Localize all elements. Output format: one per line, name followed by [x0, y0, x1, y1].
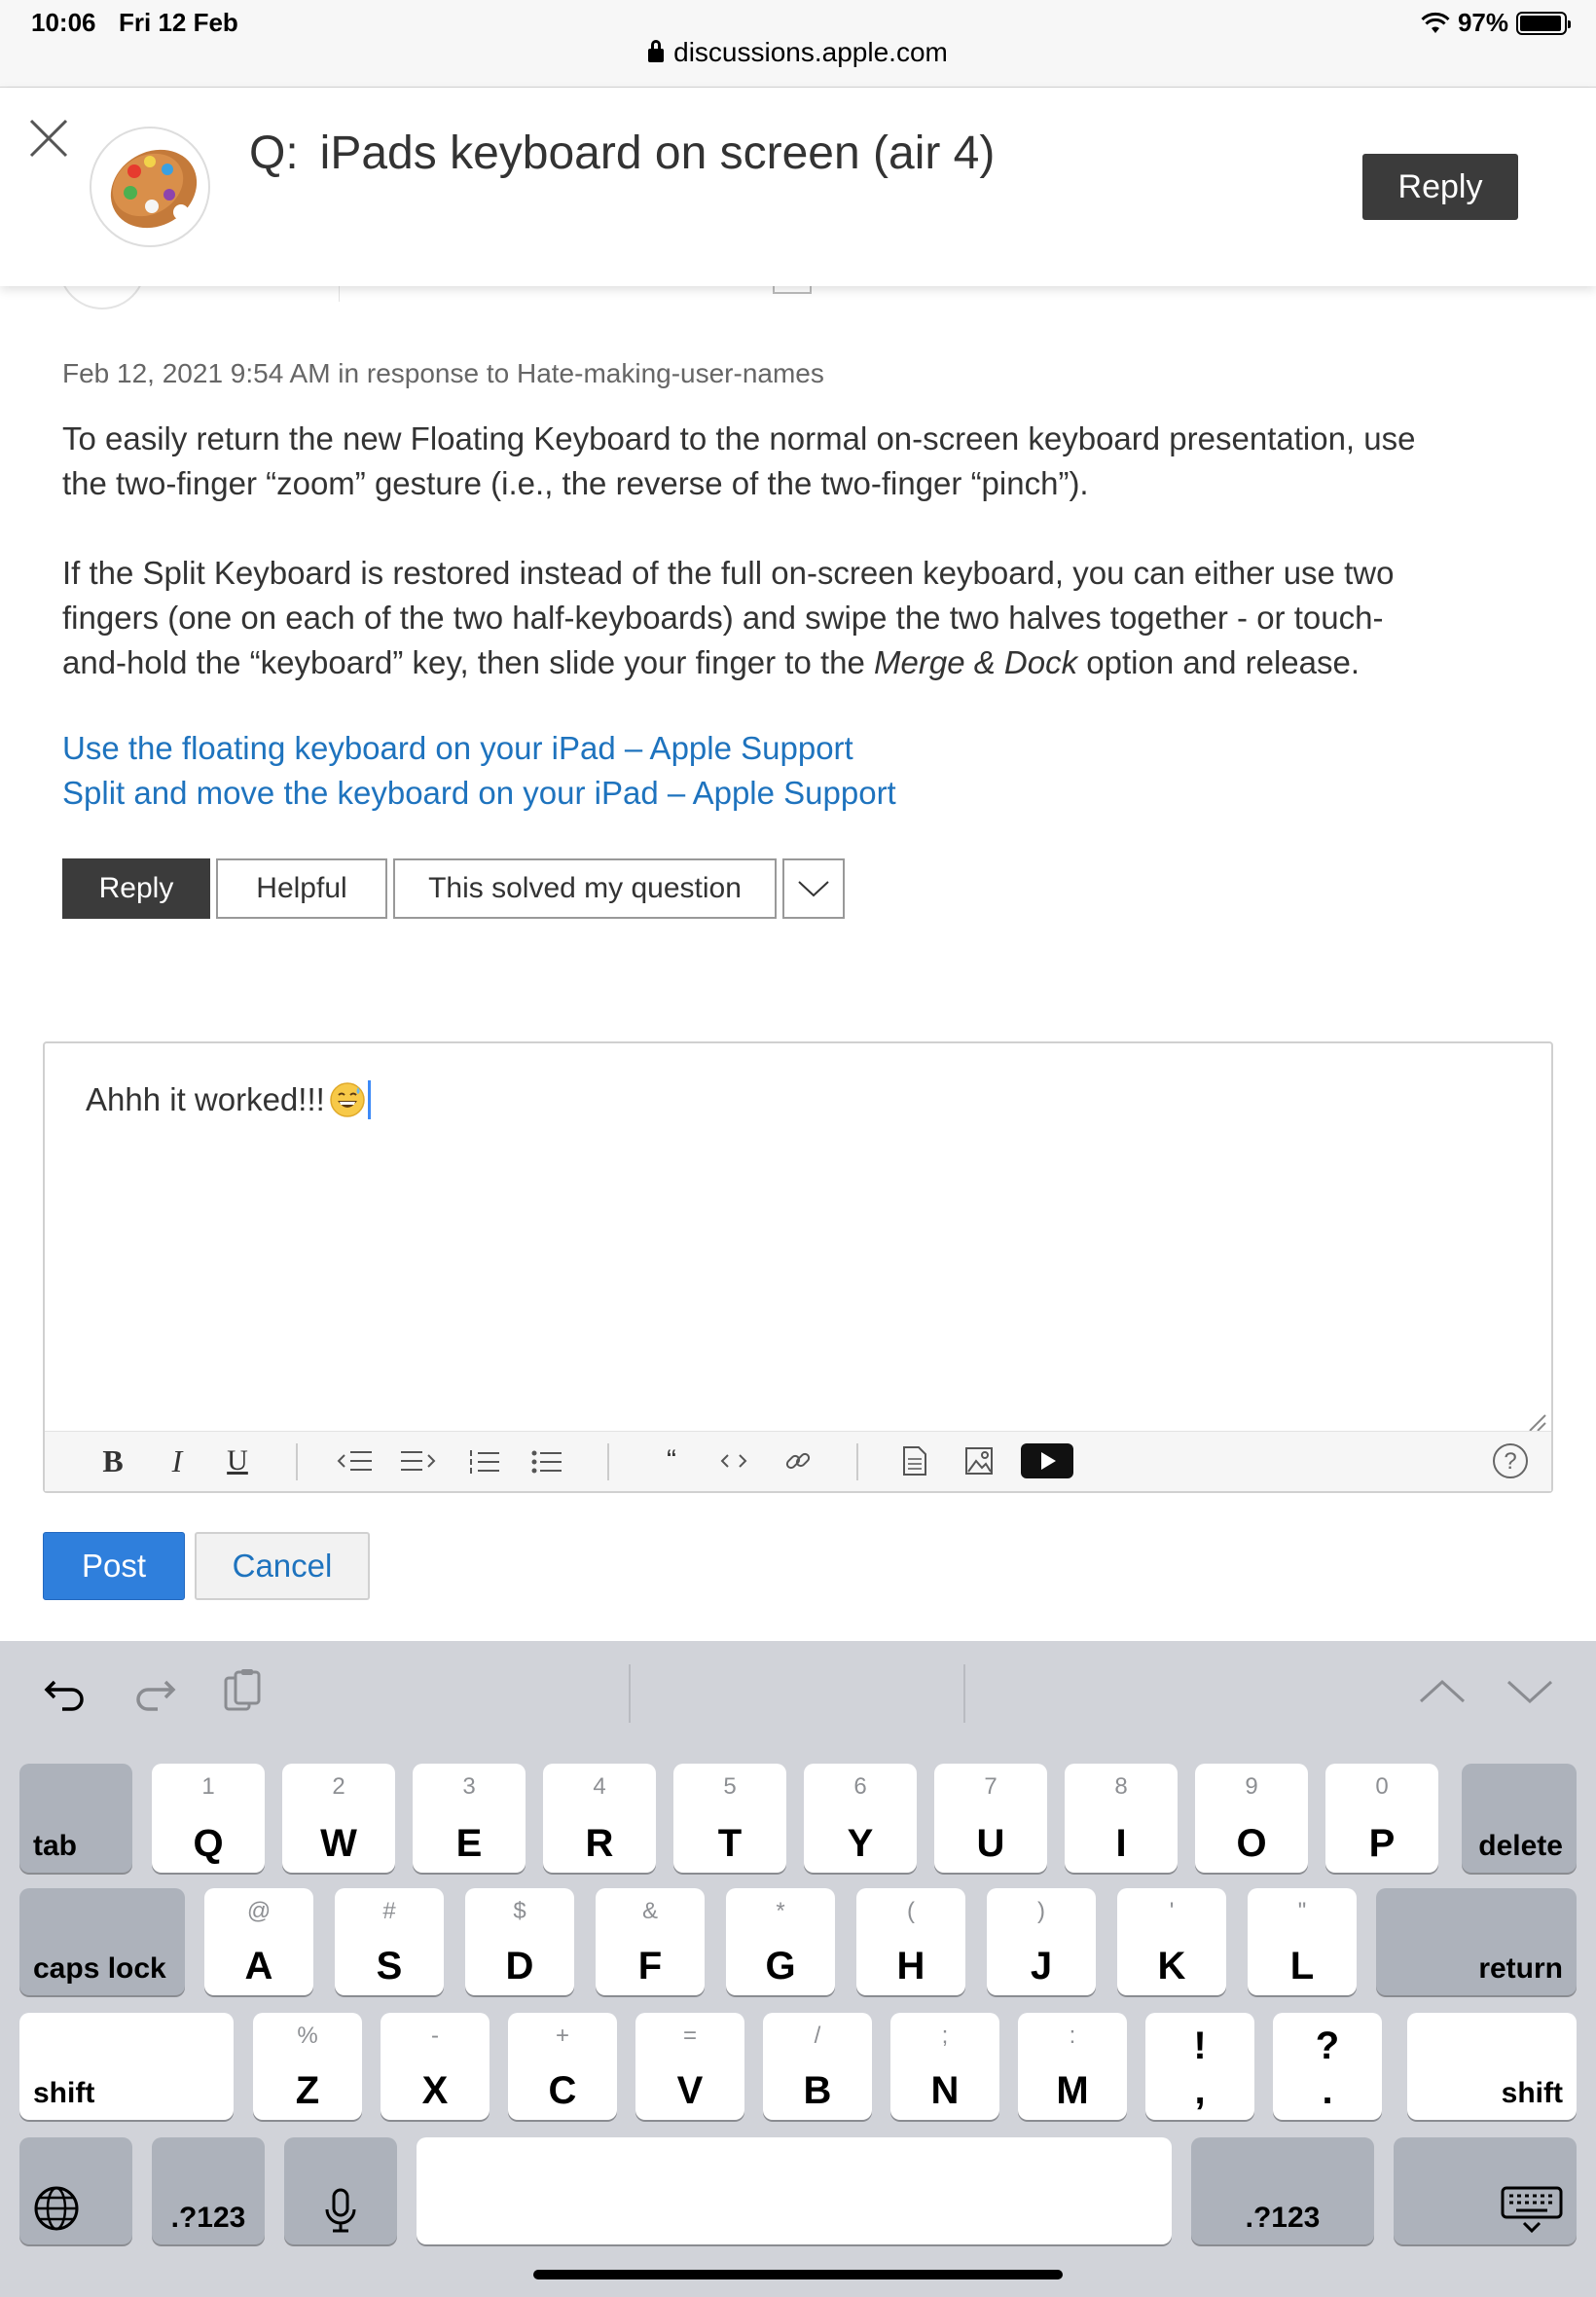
key-alt-label: 0	[1375, 1773, 1389, 1800]
quote-button[interactable]: “	[667, 1444, 676, 1477]
key-alt-label: '	[1169, 1898, 1175, 1924]
redo-icon[interactable]	[127, 1664, 181, 1719]
resize-handle-icon[interactable]	[1526, 1411, 1547, 1433]
key-s[interactable]	[335, 1888, 444, 1995]
status-bar	[0, 0, 1596, 88]
chevron-down-icon[interactable]	[1503, 1664, 1557, 1719]
key-alt-label: ?	[1315, 2024, 1340, 2067]
undo-icon[interactable]	[39, 1664, 93, 1719]
status-date: Fri 12 Feb	[119, 8, 238, 37]
globe-key[interactable]	[19, 2137, 132, 2244]
key-alt-label: :	[1069, 2023, 1076, 2049]
key-label: S	[376, 1945, 403, 1987]
key-b[interactable]	[763, 2013, 872, 2120]
key-label: K	[1157, 1945, 1186, 1987]
italic-button[interactable]: I	[171, 1442, 183, 1478]
outdent-icon	[337, 1446, 376, 1476]
link-icon	[784, 1447, 812, 1475]
toolbar-divider	[296, 1443, 298, 1480]
key-label: ,	[1194, 2069, 1206, 2112]
status-indicators	[1421, 8, 1567, 38]
close-icon[interactable]	[27, 117, 70, 160]
key-o[interactable]	[1195, 1764, 1308, 1873]
question-prefix: Q:	[249, 128, 299, 179]
document-button[interactable]	[897, 1441, 932, 1480]
chevron-down-icon	[797, 879, 830, 898]
on-screen-keyboard	[0, 1641, 1596, 2297]
numbered-list-icon	[468, 1446, 501, 1476]
key-alt-label: 8	[1114, 1773, 1128, 1800]
key-label: J	[1030, 1945, 1053, 1987]
link-button[interactable]	[779, 1441, 817, 1480]
caps-lock-key[interactable]: caps lock	[19, 1888, 185, 1995]
key-alt-label: =	[682, 2023, 697, 2049]
numbers-right-key[interactable]: .?123	[1191, 2137, 1374, 2244]
key-h[interactable]	[856, 1888, 965, 1995]
key-label: H	[896, 1945, 925, 1987]
key-j[interactable]	[987, 1888, 1096, 1995]
address-bar[interactable]	[0, 37, 1596, 68]
reply-button[interactable]: Reply	[62, 858, 210, 919]
key-alt-label: )	[1037, 1898, 1045, 1924]
key-alt-label: /	[814, 2023, 821, 2049]
post-paragraph: To easily return the new Floating Keyboard to the normal on-screen keyboard presentation, use the two-finger “zoom” gesture (i.e., the reverse of the two-finger “pinch”).	[62, 420, 1416, 501]
video-play-icon	[1021, 1443, 1073, 1478]
svg-text:?: ?	[1504, 1448, 1517, 1475]
key-alt-label: (	[907, 1898, 915, 1924]
key-label: V	[676, 2069, 704, 2112]
editor-content[interactable]	[86, 1080, 371, 1119]
key-label: G	[765, 1945, 796, 1987]
key-a[interactable]	[204, 1888, 313, 1995]
key-q[interactable]	[152, 1764, 265, 1873]
key-p[interactable]	[1325, 1764, 1438, 1873]
globe-icon	[32, 2184, 81, 2233]
key-alt-label: 4	[593, 1773, 606, 1800]
bold-button[interactable]: B	[102, 1442, 124, 1478]
key-alt-label: -	[431, 2023, 439, 2049]
key-alt-label: #	[382, 1898, 396, 1924]
key-label: O	[1236, 1822, 1267, 1865]
support-link-floating-keyboard[interactable]: Use the floating keyboard on your iPad – Apple Support	[62, 730, 853, 766]
toolbar-divider	[856, 1443, 858, 1480]
key-label: R	[585, 1822, 614, 1865]
post-actions	[62, 858, 845, 919]
key-y[interactable]	[804, 1764, 917, 1873]
status-time: 10:06	[31, 8, 96, 37]
shift-right-key[interactable]: shift	[1407, 2013, 1577, 2120]
key-label: Z	[295, 2069, 320, 2112]
reply-editor[interactable]	[43, 1041, 1553, 1493]
key-u[interactable]	[934, 1764, 1047, 1873]
hide-keyboard-key[interactable]	[1394, 2137, 1577, 2244]
key-period[interactable]	[1273, 2013, 1382, 2120]
key-k[interactable]	[1117, 1888, 1226, 1995]
bullet-list-button[interactable]	[526, 1441, 568, 1480]
question-title: iPads keyboard on screen (air 4)	[319, 128, 996, 179]
battery-percent: 97%	[1457, 8, 1508, 37]
avatar	[90, 127, 210, 247]
key-label: F	[637, 1945, 663, 1987]
help-icon	[1491, 1441, 1530, 1480]
key-label: P	[1368, 1822, 1396, 1865]
shift-left-key[interactable]: shift	[19, 2013, 234, 2120]
key-alt-label: %	[297, 2023, 318, 2049]
key-alt-label: @	[246, 1898, 272, 1924]
key-g[interactable]	[726, 1888, 835, 1995]
key-label: N	[930, 2069, 960, 2112]
key-label: Q	[193, 1822, 224, 1865]
tab-key[interactable]: tab	[19, 1764, 132, 1873]
toolbar-divider	[607, 1443, 609, 1480]
key-label: E	[455, 1822, 483, 1865]
key-label: W	[320, 1822, 357, 1865]
grinning-sweat-emoji-icon	[329, 1081, 366, 1118]
key-label: X	[421, 2069, 449, 2112]
header-reply-button[interactable]: Reply	[1362, 154, 1518, 220]
key-alt-label: &	[641, 1898, 658, 1924]
numbered-list-button[interactable]	[463, 1441, 506, 1480]
key-t[interactable]	[673, 1764, 786, 1873]
post-paragraph: If the Split Keyboard is restored instead of the full on-screen keyboard, you can either use two fingers (one on each of the two half-keyboards) and swipe the two halves together - or touch-and-hold the “keyboard” key, then slide your finger to the Merge & Dock option and release.	[62, 555, 1395, 680]
key-label: L	[1289, 1945, 1315, 1987]
support-link-split-keyboard[interactable]: Split and move the keyboard on your iPad – Apple Support	[62, 775, 896, 811]
return-key[interactable]: return	[1376, 1888, 1577, 1995]
question-header	[0, 88, 1596, 286]
bullet-list-icon	[530, 1446, 563, 1476]
key-label: C	[548, 2069, 577, 2112]
shortcut-divider	[629, 1664, 631, 1723]
key-alt-label: 9	[1245, 1773, 1258, 1800]
key-alt-label: +	[555, 2023, 569, 2049]
key-label: T	[717, 1822, 743, 1865]
more-actions-button[interactable]	[782, 858, 845, 919]
battery-icon	[1516, 12, 1567, 35]
key-alt-label: ;	[941, 2023, 949, 2049]
key-alt-label: 5	[723, 1773, 737, 1800]
code-button[interactable]	[714, 1441, 753, 1480]
underline-button[interactable]: U	[227, 1444, 248, 1477]
wifi-icon	[1421, 12, 1450, 35]
key-alt-label: 6	[853, 1773, 867, 1800]
paste-icon[interactable]	[216, 1664, 271, 1719]
key-label: D	[505, 1945, 534, 1987]
key-z[interactable]	[253, 2013, 362, 2120]
key-x[interactable]	[381, 2013, 490, 2120]
document-icon	[902, 1445, 927, 1477]
address-url: discussions.apple.com	[673, 37, 948, 67]
key-label: A	[244, 1945, 273, 1987]
space-key[interactable]	[417, 2137, 1172, 2244]
helpful-button[interactable]: Helpful	[216, 858, 387, 919]
numbers-left-key[interactable]: .?123	[152, 2137, 265, 2244]
key-label: M	[1056, 2069, 1089, 2112]
key-label: B	[803, 2069, 832, 2112]
palette-icon	[91, 128, 210, 247]
dictation-key[interactable]	[284, 2137, 397, 2244]
key-r[interactable]	[543, 1764, 656, 1873]
key-alt-label: 7	[984, 1773, 998, 1800]
help-button[interactable]	[1489, 1441, 1532, 1480]
editor-text: Ahhh it worked!!!	[86, 1081, 325, 1117]
key-e[interactable]	[413, 1764, 526, 1873]
key-alt-label: 1	[201, 1773, 215, 1800]
image-icon	[964, 1446, 994, 1476]
outdent-button[interactable]	[335, 1441, 378, 1480]
key-f[interactable]	[596, 1888, 705, 1995]
key-l[interactable]	[1248, 1888, 1357, 1995]
key-c[interactable]	[508, 2013, 617, 2120]
editor-toolbar	[45, 1431, 1551, 1491]
key-n[interactable]	[890, 2013, 999, 2120]
image-button[interactable]	[960, 1441, 998, 1480]
post-button[interactable]: Post	[43, 1532, 185, 1600]
cancel-button[interactable]: Cancel	[195, 1532, 370, 1600]
key-alt-label: *	[776, 1898, 785, 1924]
indent-button[interactable]	[397, 1441, 440, 1480]
delete-key[interactable]: delete	[1462, 1764, 1577, 1873]
key-alt-label: "	[1297, 1898, 1307, 1924]
key-label: Y	[847, 1822, 874, 1865]
key-w[interactable]	[282, 1764, 395, 1873]
key-alt-label: 3	[462, 1773, 476, 1800]
key-i[interactable]	[1065, 1764, 1178, 1873]
solved-button[interactable]: This solved my question	[393, 858, 777, 919]
video-button[interactable]	[1020, 1441, 1074, 1480]
key-v[interactable]	[635, 2013, 744, 2120]
key-label: .	[1322, 2069, 1333, 2112]
chevron-up-icon[interactable]	[1415, 1664, 1469, 1719]
home-indicator[interactable]	[533, 2270, 1063, 2279]
key-alt-label: 2	[332, 1773, 345, 1800]
post-meta: Feb 12, 2021 9:54 AM in response to Hate-making-user-names	[62, 358, 824, 388]
key-label: I	[1115, 1822, 1127, 1865]
text-caret	[368, 1080, 371, 1119]
keyboard-shortcut-bar	[0, 1641, 1596, 1742]
code-icon	[719, 1451, 748, 1471]
keyboard-dismiss-icon	[1501, 2186, 1563, 2235]
indent-icon	[399, 1446, 438, 1476]
shortcut-divider	[963, 1664, 965, 1723]
microphone-icon	[323, 2188, 358, 2233]
key-alt-label: $	[513, 1898, 526, 1924]
key-m[interactable]	[1018, 2013, 1127, 2120]
key-d[interactable]	[465, 1888, 574, 1995]
key-comma[interactable]	[1145, 2013, 1254, 2120]
key-label: U	[976, 1822, 1005, 1865]
key-alt-label: !	[1193, 2024, 1207, 2067]
lock-icon	[648, 49, 664, 62]
page-title	[249, 127, 995, 180]
